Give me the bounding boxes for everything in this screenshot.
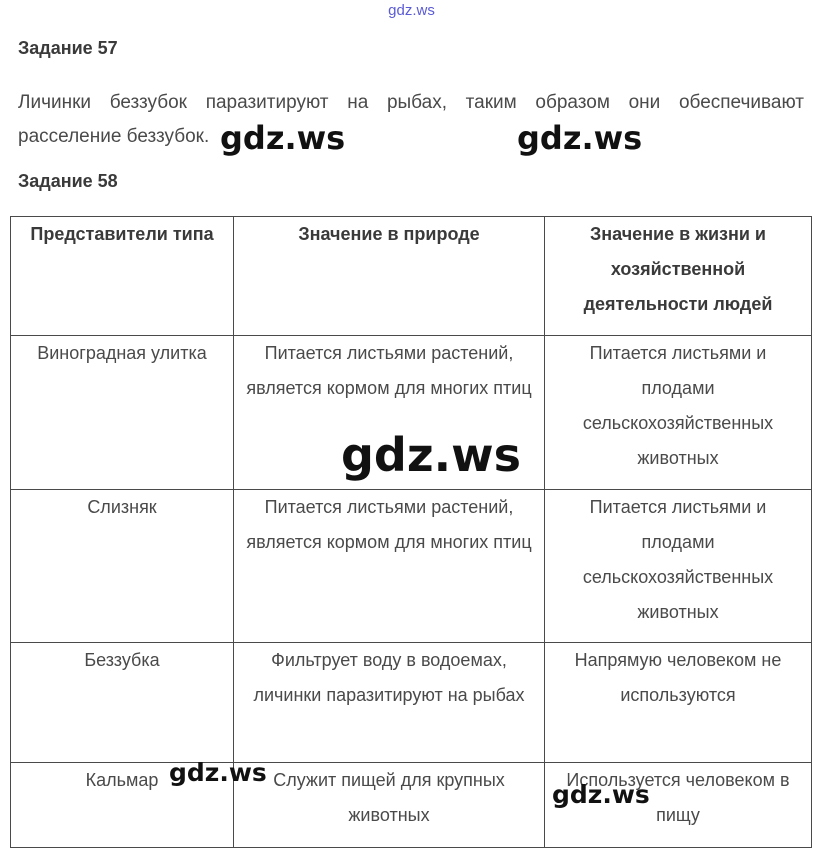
cell-role-in-nature: Фильтрует воду в водоемах, личинки паразитируют на рыбах — [234, 643, 545, 763]
cell-role-in-nature: Служит пищей для крупных животных — [234, 763, 545, 848]
table-row — [11, 643, 812, 763]
header-role-in-nature: Значение в природе — [234, 217, 545, 336]
cell-representative: Виноградная улитка — [11, 336, 234, 490]
header-representatives: Представители типа — [11, 217, 234, 336]
watermark: gdz.ws — [517, 119, 643, 157]
cell-representative: Кальмар — [11, 763, 234, 848]
table-row — [11, 763, 812, 848]
cell-role-in-nature: Питается листьями растений, является кормом для многих птиц — [234, 336, 545, 490]
watermark: gdz.ws — [169, 758, 267, 787]
cell-role-for-people: Используется человеком в пищу — [545, 763, 812, 848]
cell-role-for-people: Напрямую человеком не используются — [545, 643, 812, 763]
task-58-table — [10, 216, 812, 848]
watermark: gdz.ws — [341, 428, 521, 482]
cell-role-for-people: Питается листьями и плодами сельскохозяйственных животных — [545, 490, 812, 643]
cell-representative: Беззубка — [11, 643, 234, 763]
cell-role-in-nature: Питается листьями растений, является кормом для многих птиц — [234, 490, 545, 643]
table-row — [11, 490, 812, 643]
task-57-title: Задание 57 — [18, 38, 118, 58]
task-58-title: Задание 58 — [18, 171, 118, 191]
table-header-row — [11, 217, 812, 336]
cell-role-for-people: Питается листьями и плодами сельскохозяйственных животных — [545, 336, 812, 490]
task-57-text: Личинки беззубок паразитируют на рыбах, таким образом они обеспечивают расселение беззубок. — [18, 92, 804, 147]
watermark: gdz.ws — [552, 780, 650, 809]
header-role-for-people: Значение в жизни и хозяйственной деятельности людей — [545, 217, 812, 336]
cell-representative: Слизняк — [11, 490, 234, 643]
watermark: gdz.ws — [220, 119, 346, 157]
site-link[interactable]: gdz.ws — [388, 2, 435, 19]
